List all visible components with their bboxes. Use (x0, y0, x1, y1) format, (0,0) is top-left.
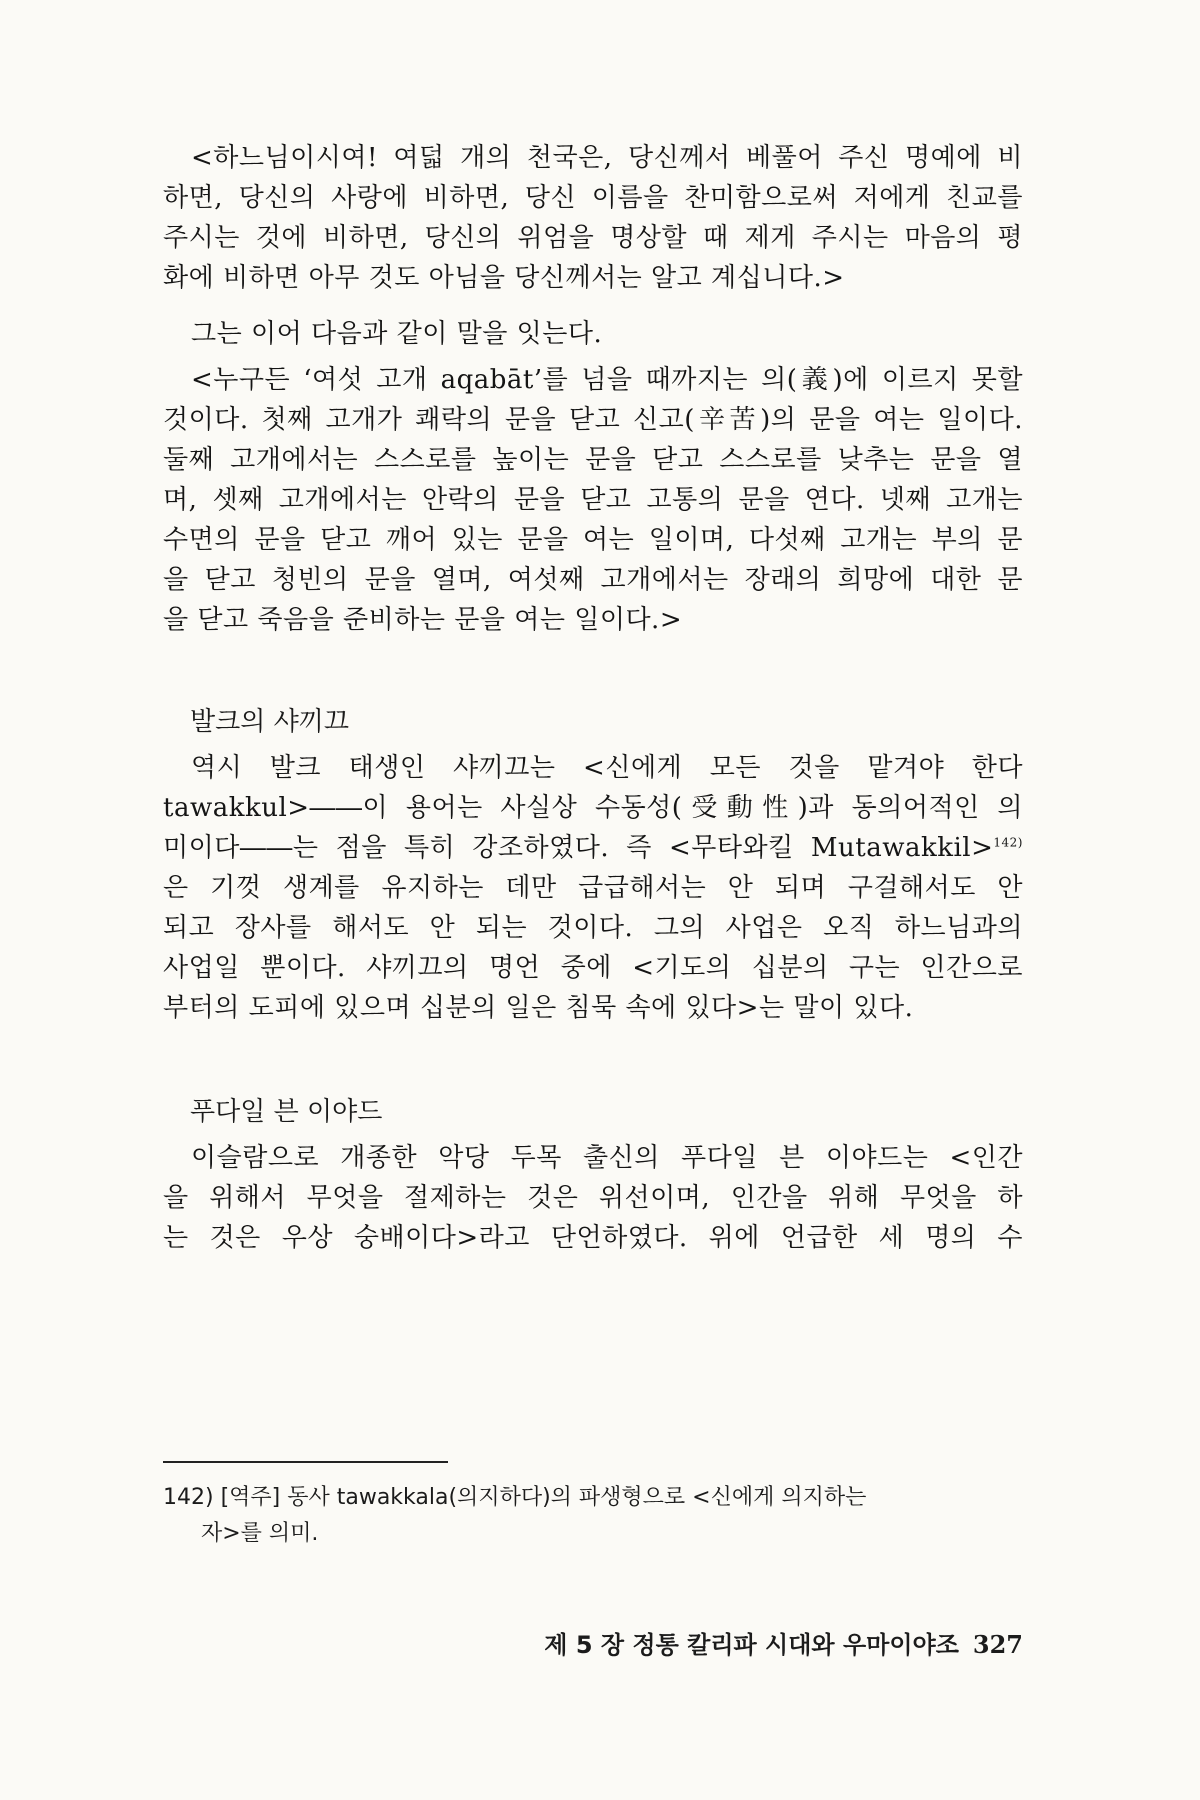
text-line: 역시 발크 태생인 샤끼끄는 <신에게 모든 것을 맡겨야 한다 (191, 753, 1023, 783)
paragraph-prayer (163, 138, 1023, 298)
text-line: 은 기껏 생계를 유지하는 데만 급급해서는 안 되며 구걸해서도 안 (163, 873, 1023, 903)
section-heading-shaqiq: 발크의 샤끼끄 (190, 707, 349, 737)
paragraph-fudayl (163, 1138, 1023, 1258)
text-line: 것이다. 첫째 고개가 쾌락의 문을 닫고 신고(辛苦)의 문을 여는 일이다. (163, 405, 1023, 435)
chapter-title: 제 5 장 정통 칼리파 시대와 우마이야조 (544, 1631, 959, 1659)
text-line: 하면, 당신의 사랑에 비하면, 당신 이름을 찬미함으로써 저에게 친교를 (163, 183, 1023, 213)
paragraph-continuation (163, 314, 1023, 354)
text-line: 미이다――는 점을 특히 강조하였다. 즉 <무타와킬 Mutawakkil> (163, 833, 994, 863)
section-heading-fudayl: 푸다일 븐 이야드 (190, 1097, 383, 1127)
text-line: 는 것은 우상 숭배이다>라고 단언하였다. 위에 언급한 세 명의 수 (163, 1223, 1023, 1253)
page-number: 327 (972, 1630, 1023, 1659)
text-line: 을 닫고 죽음을 준비하는 문을 여는 일이다.> (163, 605, 683, 635)
footnote-reference: 142) (993, 835, 1023, 850)
paragraph-shaqiq (163, 748, 1023, 1028)
footnote-line: 142) [역주] 동사 tawakkala(의지하다)의 파생형으로 <신에게 의지하는 (163, 1485, 867, 1510)
text-line: 이슬람으로 개종한 악당 두목 출신의 푸다일 븐 이야드는 <인간 (191, 1143, 1023, 1173)
footnote-142 (163, 1480, 1023, 1552)
text-line: 을 닫고 청빈의 문을 열며, 여섯째 고개에서는 장래의 희망에 대한 문 (163, 565, 1023, 595)
text-line: 사업일 뿐이다. 샤끼끄의 명언 중에 <기도의 십분의 구는 인간으로 (163, 953, 1023, 983)
text-line-with-footnote (163, 828, 1023, 868)
text-line: 며, 셋째 고개에서는 안락의 문을 닫고 고통의 문을 연다. 넷째 고개는 (163, 485, 1023, 515)
text-line: <하느님이시여! 여덟 개의 천국은, 당신께서 베풀어 주신 명예에 비 (191, 143, 1023, 173)
text-line: <누구든 ‘여섯 고개 aqabāt’를 넘을 때까지는 의(義)에 이르지 못할 (191, 365, 1023, 395)
text-line: 화에 비하면 아무 것도 아님을 당신께서는 알고 계십니다.> (163, 263, 845, 293)
text-line: 되고 장사를 해서도 안 되는 것이다. 그의 사업은 오직 하느님과의 (163, 913, 1023, 943)
running-footer (544, 1625, 1023, 1660)
text-line: 주시는 것에 비하면, 당신의 위엄을 명상할 때 제게 주시는 마음의 평 (163, 223, 1023, 253)
text-line: 부터의 도피에 있으며 십분의 일은 침묵 속에 있다>는 말이 있다. (163, 993, 914, 1023)
footnote-divider (163, 1461, 448, 1463)
text-line: 을 위해서 무엇을 절제하는 것은 위선이며, 인간을 위해 무엇을 하 (163, 1183, 1023, 1213)
footnote-line: 자>를 의미. (201, 1521, 319, 1546)
text-line: 둘째 고개에서는 스스로를 높이는 문을 닫고 스스로를 낮추는 문을 열 (163, 445, 1023, 475)
text-line: tawakkul>――이 용어는 사실상 수동성(受動性)과 동의어적인 의 (163, 793, 1023, 823)
paragraph-six-passes (163, 360, 1023, 640)
text-line: 그는 이어 다음과 같이 말을 잇는다. (191, 319, 603, 349)
text-line: 수면의 문을 닫고 깨어 있는 문을 여는 일이며, 다섯째 고개는 부의 문 (163, 525, 1023, 555)
